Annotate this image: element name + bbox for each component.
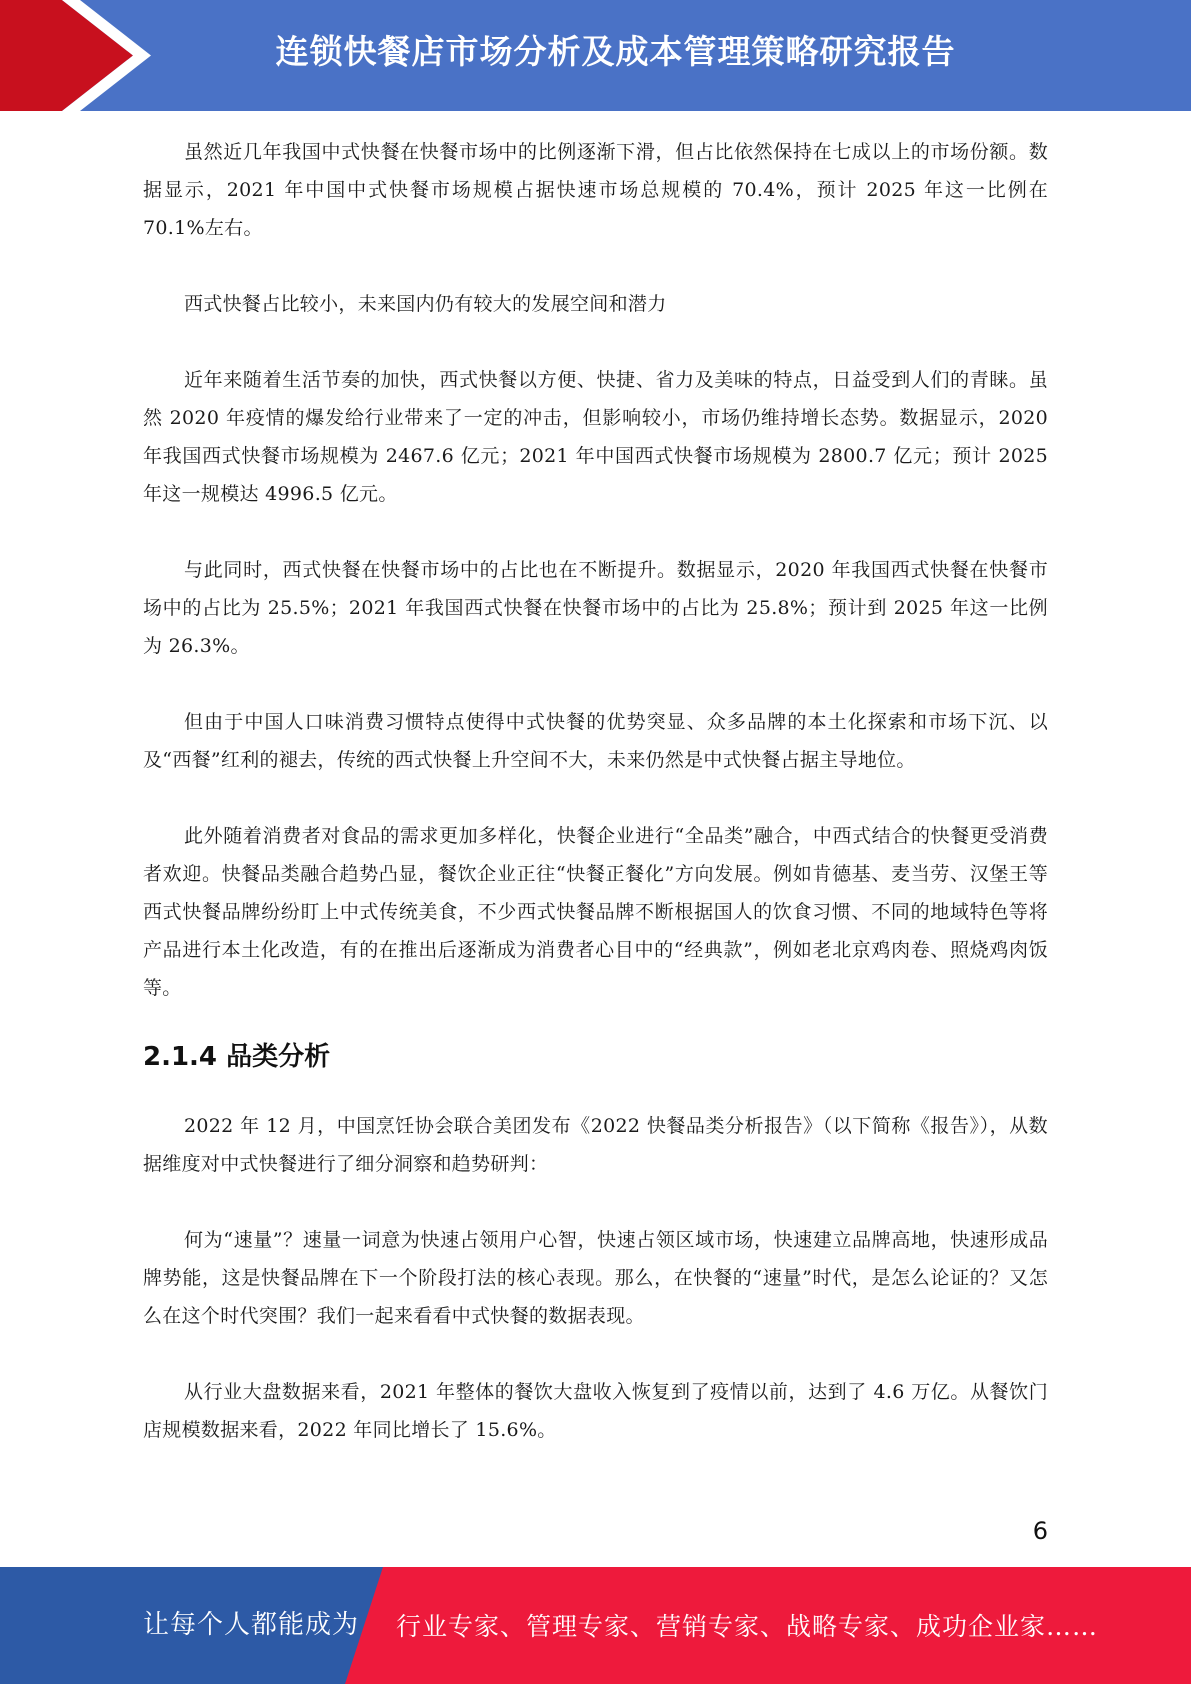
paragraph-industry-data: 从行业大盘数据来看，2021 年整体的餐饮大盘收入恢复到了疫情以前，达到了 4.6 万亿。从餐饮门店规模数据来看，2022 年同比增长了 15.6%。: [143, 1381, 1048, 1441]
report-title: 连锁快餐店市场分析及成本管理策略研究报告: [275, 32, 956, 71]
paragraph-western-fastfood-ratio: 与此同时，西式快餐在快餐市场中的占比也在不断提升。数据显示，2020 年我国西式快餐在快餐市场中的占比为 25.5%；2021 年我国西式快餐在快餐市场中的占比为 25.8%；预计到 2025 年这一比例为 26.3%。: [143, 559, 1048, 657]
paragraph-western-fastfood-subtitle: 西式快餐占比较小，未来国内仍有较大的发展空间和潜力: [184, 293, 667, 315]
footer-slogan-right: 行业专家、管理专家、营销专家、战略专家、成功企业家……: [396, 1612, 1099, 1641]
document-body: [143, 133, 1048, 1449]
page-footer: [0, 1567, 1191, 1684]
page-number: 6: [1032, 1517, 1048, 1545]
paragraph-chinese-fastfood-share: 虽然近几年我国中式快餐在快餐市场中的比例逐渐下滑，但占比依然保持在七成以上的市场份额。数据显示，2021 年中国中式快餐市场规模占据快速市场总规模的 70.4%，预计 2025 年这一比例在 70.1%左右。: [143, 141, 1048, 239]
page-header: [0, 0, 1191, 111]
paragraph-chinese-fastfood-dominance: 但由于中国人口味消费习惯特点使得中式快餐的优势突显、众多品牌的本土化探索和市场下沉、以及“西餐”红利的褪去，传统的西式快餐上升空间不大，未来仍然是中式快餐占据主导地位。: [143, 711, 1048, 771]
paragraph-category-fusion: 此外随着消费者对食品的需求更加多样化，快餐企业进行“全品类”融合，中西式结合的快餐更受消费者欢迎。快餐品类融合趋势凸显，餐饮企业正往“快餐正餐化”方向发展。例如肯德基、麦当劳、汉堡王等西式快餐品牌纷纷盯上中式传统美食，不少西式快餐品牌不断根据国人的饮食习惯、不同的地域特色等将产品进行本土化改造，有的在推出后逐渐成为消费者心目中的“经典款”，例如老北京鸡肉卷、照烧鸡肉饭等。: [143, 825, 1048, 999]
section-heading-category-analysis: 2.1.4 品类分析: [143, 1042, 331, 1072]
footer-slogan-left: 让每个人都能成为: [143, 1610, 360, 1640]
paragraph-speed-volume: 何为“速量”？速量一词意为快速占领用户心智，快速占领区域市场，快速建立品牌高地，快速形成品牌势能，这是快餐品牌在下一个阶段打法的核心表现。那么，在快餐的“速量”时代，是怎么论证的？又怎么在这个时代突围？我们一起来看看中式快餐的数据表现。: [143, 1229, 1048, 1327]
paragraph-report-release: 2022 年 12 月，中国烹饪协会联合美团发布《2022 快餐品类分析报告》（以下简称《报告》），从数据维度对中式快餐进行了细分洞察和趋势研判：: [143, 1115, 1048, 1175]
paragraph-western-fastfood-growth: 近年来随着生活节奏的加快，西式快餐以方便、快捷、省力及美味的特点，日益受到人们的青睐。虽然 2020 年疫情的爆发给行业带来了一定的冲击，但影响较小，市场仍维持增长态势。数据显示，2020 年我国西式快餐市场规模为 2467.6 亿元；2021 年中国西式快餐市场规模为 2800.7 亿元；预计 2025 年这一规模达 4996.5 亿元。: [143, 369, 1048, 505]
